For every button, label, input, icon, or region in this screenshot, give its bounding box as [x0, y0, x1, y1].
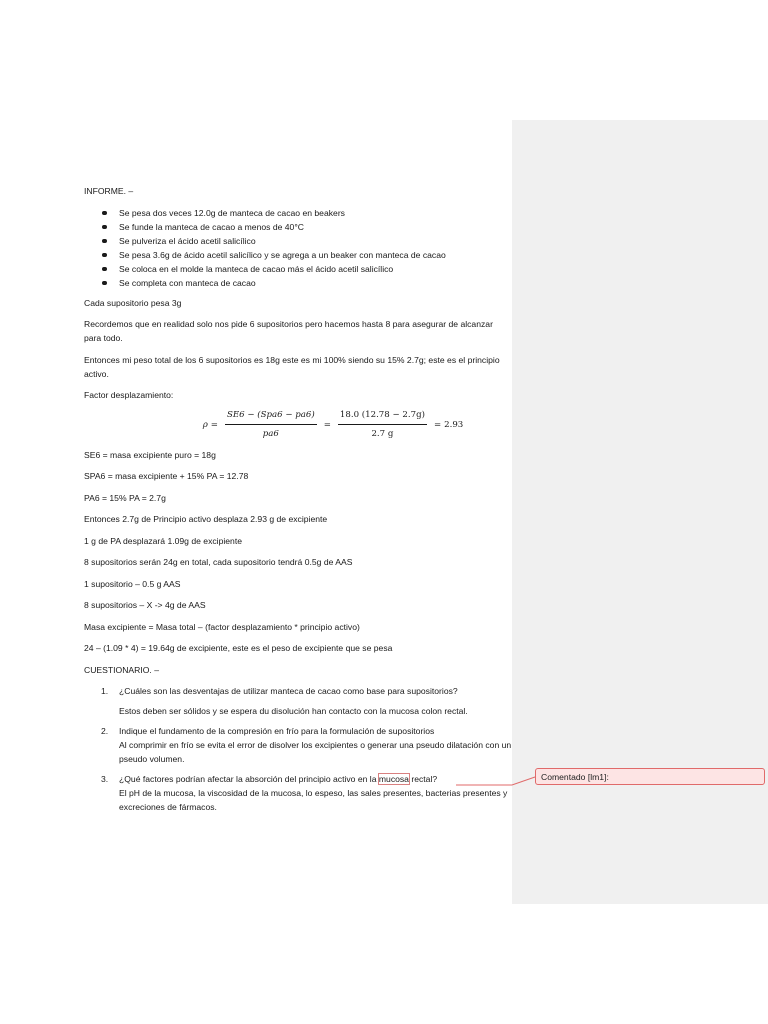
questionnaire-heading: CUESTIONARIO. –	[84, 664, 159, 675]
question-text	[119, 774, 437, 784]
question-text-part: ¿Qué factores podrían afectar la absorción del principio activo en la	[119, 774, 379, 784]
formula-result: 2.93	[444, 419, 464, 430]
procedure-list	[84, 206, 512, 290]
answer-text: Estos deben ser sólidos y se espera du disolución han contacto con la mucosa colon rectal.	[119, 706, 468, 716]
formula-equals: =	[210, 419, 218, 430]
report-heading: INFORME. –	[84, 186, 134, 196]
question-number: 2.	[101, 726, 109, 736]
comment-margin-pane	[512, 120, 768, 904]
list-item: Se funde la manteca de cacao a menos de 40°C	[84, 220, 512, 234]
list-item: Se coloca en el molde la manteca de cacao más el ácido acetil salicílico	[84, 262, 512, 276]
question-text-part: rectal?	[408, 774, 438, 784]
list-item: Se completa con manteca de cacao	[84, 276, 512, 290]
question-text: ¿Cuáles son las desventajas de utilizar manteca de cacao como base para supositorios?	[119, 686, 458, 696]
definition-line: Masa excipiente = Masa total – (factor desplazamiento * principio activo)	[84, 621, 360, 632]
questionnaire-list	[84, 684, 512, 814]
comment-balloon[interactable]: Comentado [lm1]:	[535, 768, 765, 785]
formula-numerator: SE6 − (Spa6 − pa6)	[225, 408, 317, 425]
definition-line: SPA6 = masa excipiente + 15% PA = 12.78	[84, 471, 249, 481]
paragraph: Cada supositorio pesa 3g	[84, 297, 182, 308]
definition-line: 8 supositorios – X -> 4g de AAS	[84, 600, 206, 610]
definition-line: 8 supositorios serán 24g en total, cada supositorio tendrá 0.5g de AAS	[84, 557, 353, 567]
definition-line: SE6 = masa excipiente puro = 18g	[84, 449, 216, 460]
definition-line: 1 g de PA desplazará 1.09g de excipiente	[84, 535, 242, 546]
definition-line: PA6 = 15% PA = 2.7g	[84, 492, 166, 503]
question-number: 3.	[101, 774, 109, 784]
definition-line: 24 – (1.09 * 4) = 19.64g de excipiente, este es el peso de excipiente que se pesa	[84, 643, 393, 653]
formula-denominator: pa6	[262, 429, 279, 439]
paragraph: Recordemos que en realidad solo nos pide 6 supositorios pero hacemos hasta 8 para asegurar de alcanzar para todo.	[84, 319, 493, 343]
list-item: Se pesa 3.6g de ácido acetil salicílico y se agrega a un beaker con manteca de cacao	[84, 248, 512, 262]
definition-line: Entonces 2.7g de Principio activo desplaza 2.93 g de excipiente	[84, 514, 328, 524]
formula-fraction-symbolic	[225, 408, 317, 441]
document-body	[84, 184, 512, 820]
definition-line: 1 supositorio – 0.5 g AAS	[84, 578, 181, 589]
question-item	[84, 772, 512, 814]
answer-text: El pH de la mucosa, la viscosidad de la mucosa, lo espeso, las sales presentes, bacterias presentes y excreciones de fármacos.	[119, 788, 508, 812]
question-item	[84, 684, 512, 718]
question-item	[84, 724, 512, 766]
list-item: Se pulveriza el ácido acetil salicílico	[84, 234, 512, 248]
question-number: 1.	[101, 686, 109, 696]
paragraph: Entonces mi peso total de los 6 supositorios es 18g este es mi 100% siendo su 15% 2.7g; este es el principio activo.	[84, 354, 500, 379]
commented-text-highlight[interactable]: mucosa	[378, 774, 409, 784]
formula-denominator: 2.7 g	[371, 429, 394, 439]
formula-numerator: 18.0 (12.78 − 2.7g)	[338, 408, 427, 425]
factor-label: Factor desplazamiento:	[84, 390, 174, 400]
formula-fraction-numeric	[338, 408, 427, 441]
displacement-formula	[154, 404, 512, 446]
answer-text: Al comprimir en frío se evita el error de disolver los excipientes o generar una pseudo dilatación con un pseudo volumen.	[119, 740, 512, 764]
question-text: Indique el fundamento de la compresión en frío para la formulación de supositorios	[119, 726, 435, 736]
list-item: Se pesa dos veces 12.0g de manteca de cacao en beakers	[84, 206, 512, 220]
formula-equals: =	[433, 419, 442, 430]
formula-equals: =	[323, 419, 331, 430]
formula-rho: ρ	[202, 419, 208, 430]
